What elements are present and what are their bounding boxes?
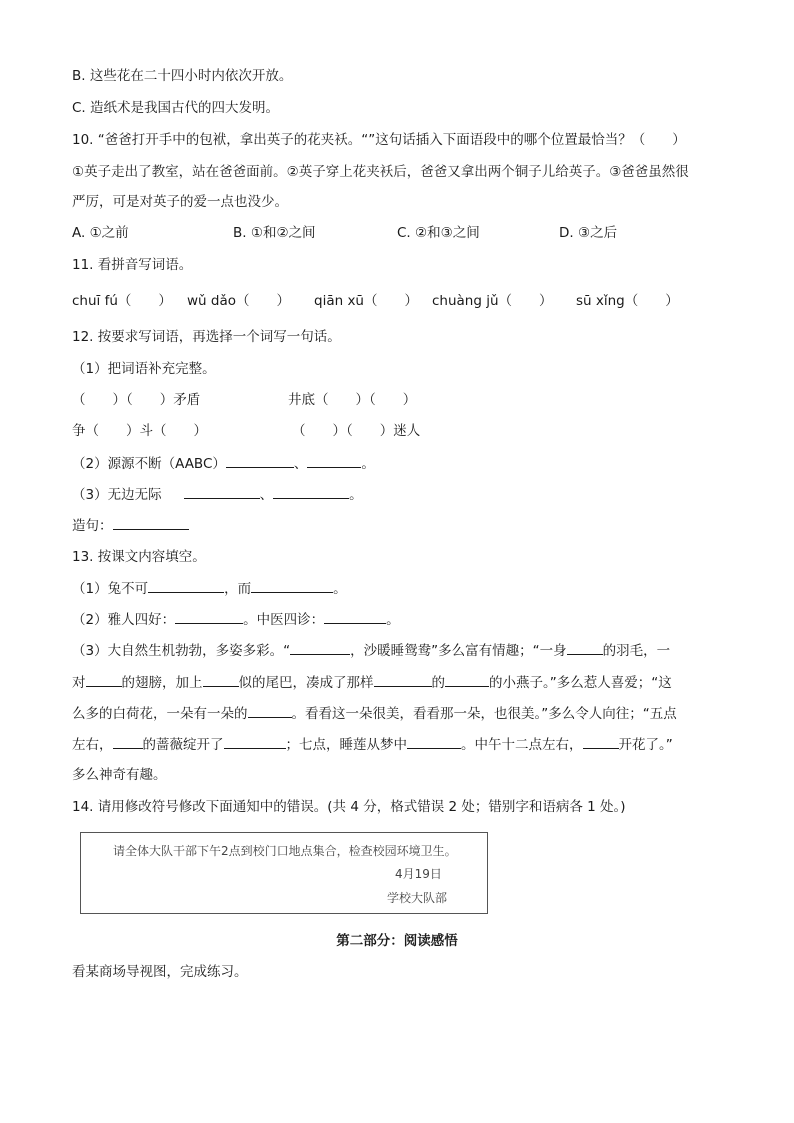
q14-stem: 14. 请用修改符号修改下面通知中的错误。(共 4 分，格式错误 2 处；错别字和语病各 1 处。) bbox=[72, 799, 626, 815]
word-fill: 井底（ ）（ ） bbox=[288, 392, 417, 408]
q13-item-3-line: 多么神奇有趣。 bbox=[72, 767, 167, 783]
pinyin-item: wǔ dǎo（ ） bbox=[187, 293, 290, 309]
q12-sub2: （2）源源不断（AABC） 、 。 bbox=[72, 456, 375, 472]
section-heading: 第二部分：阅读感悟 bbox=[336, 933, 458, 949]
q13-item-2: （2）雅人四好： 。中医四诊： 。 bbox=[72, 612, 400, 628]
q13-item-3-line: 对 的翅膀，加上 似的尾巴，凑成了那样 的 的小燕子。”多么惹人喜爱；“这 bbox=[72, 675, 672, 691]
q10-option-c: C. ②和③之间 bbox=[397, 225, 480, 241]
notice-signature: 学校大队部 bbox=[387, 891, 448, 905]
q10-passage-line: ①英子走出了教室，站在爸爸面前。②英子穿上花夹袄后，爸爸又拿出两个铜子儿给英子。③爸爸虽然很 bbox=[72, 164, 689, 180]
q13-item-3-line: 么多的白荷花，一朵有一朵的 。看看这一朵很美，看看那一朵，也很美。”多么令人向往；“五点 bbox=[72, 706, 677, 722]
q13-item-1: （1）兔不可 ，而 。 bbox=[72, 581, 347, 597]
notice-date: 4月19日 bbox=[395, 867, 442, 881]
pinyin-item: sū xǐng（ ） bbox=[576, 293, 679, 309]
part2-intro: 看某商场导视图，完成练习。 bbox=[72, 964, 248, 980]
q10-stem: 10. “爸爸打开手中的包袱，拿出英子的花夹袄。“”这句话插入下面语段中的哪个位置最恰当？（ ） bbox=[72, 132, 686, 148]
q12-stem: 12. 按要求写词语，再选择一个词写一句话。 bbox=[72, 329, 341, 345]
q9-option-b: B. 这些花在二十四小时内依次开放。 bbox=[72, 68, 293, 84]
q9-option-c: C. 造纸术是我国古代的四大发明。 bbox=[72, 100, 280, 116]
q13-stem: 13. 按课文内容填空。 bbox=[72, 549, 206, 565]
q12-sentence: 造句： bbox=[72, 516, 189, 535]
word-fill: （ ）（ ）矛盾 bbox=[72, 392, 201, 408]
q10-option-b: B. ①和②之间 bbox=[233, 225, 316, 241]
q11-stem: 11. 看拼音写词语。 bbox=[72, 257, 193, 273]
notice-box bbox=[80, 832, 488, 914]
q13-item-3-line: 左右， 的蔷薇绽开了 ；七点，睡莲从梦中 。中午十二点左右， 开花了。” bbox=[72, 737, 673, 753]
pinyin-item: qiān xū（ ） bbox=[314, 293, 418, 309]
notice-body: 请全体大队干部下午2点到校门口地点集合，检查校园环境卫生。 bbox=[113, 844, 457, 858]
word-fill: （ ）（ ）迷人 bbox=[292, 423, 421, 439]
q13-item-3: （3）大自然生机勃勃，多姿多彩。“ ，沙暖睡鸳鸯”多么富有情趣；“一身 的羽毛，一 bbox=[72, 643, 671, 659]
q10-option-d: D. ③之后 bbox=[559, 225, 618, 241]
q10-passage-line: 严厉，可是对英子的爱一点也没少。 bbox=[72, 194, 288, 210]
q12-sub1: （1）把词语补充完整。 bbox=[72, 361, 216, 377]
q10-option-a: A. ①之前 bbox=[72, 225, 129, 241]
q12-sub3: （3）无边无际 、 。 bbox=[72, 487, 363, 503]
word-fill: 争（ ）斗（ ） bbox=[72, 423, 207, 439]
pinyin-item: chuī fú（ ） bbox=[72, 293, 172, 309]
pinyin-item: chuàng jǔ（ ） bbox=[432, 293, 553, 309]
